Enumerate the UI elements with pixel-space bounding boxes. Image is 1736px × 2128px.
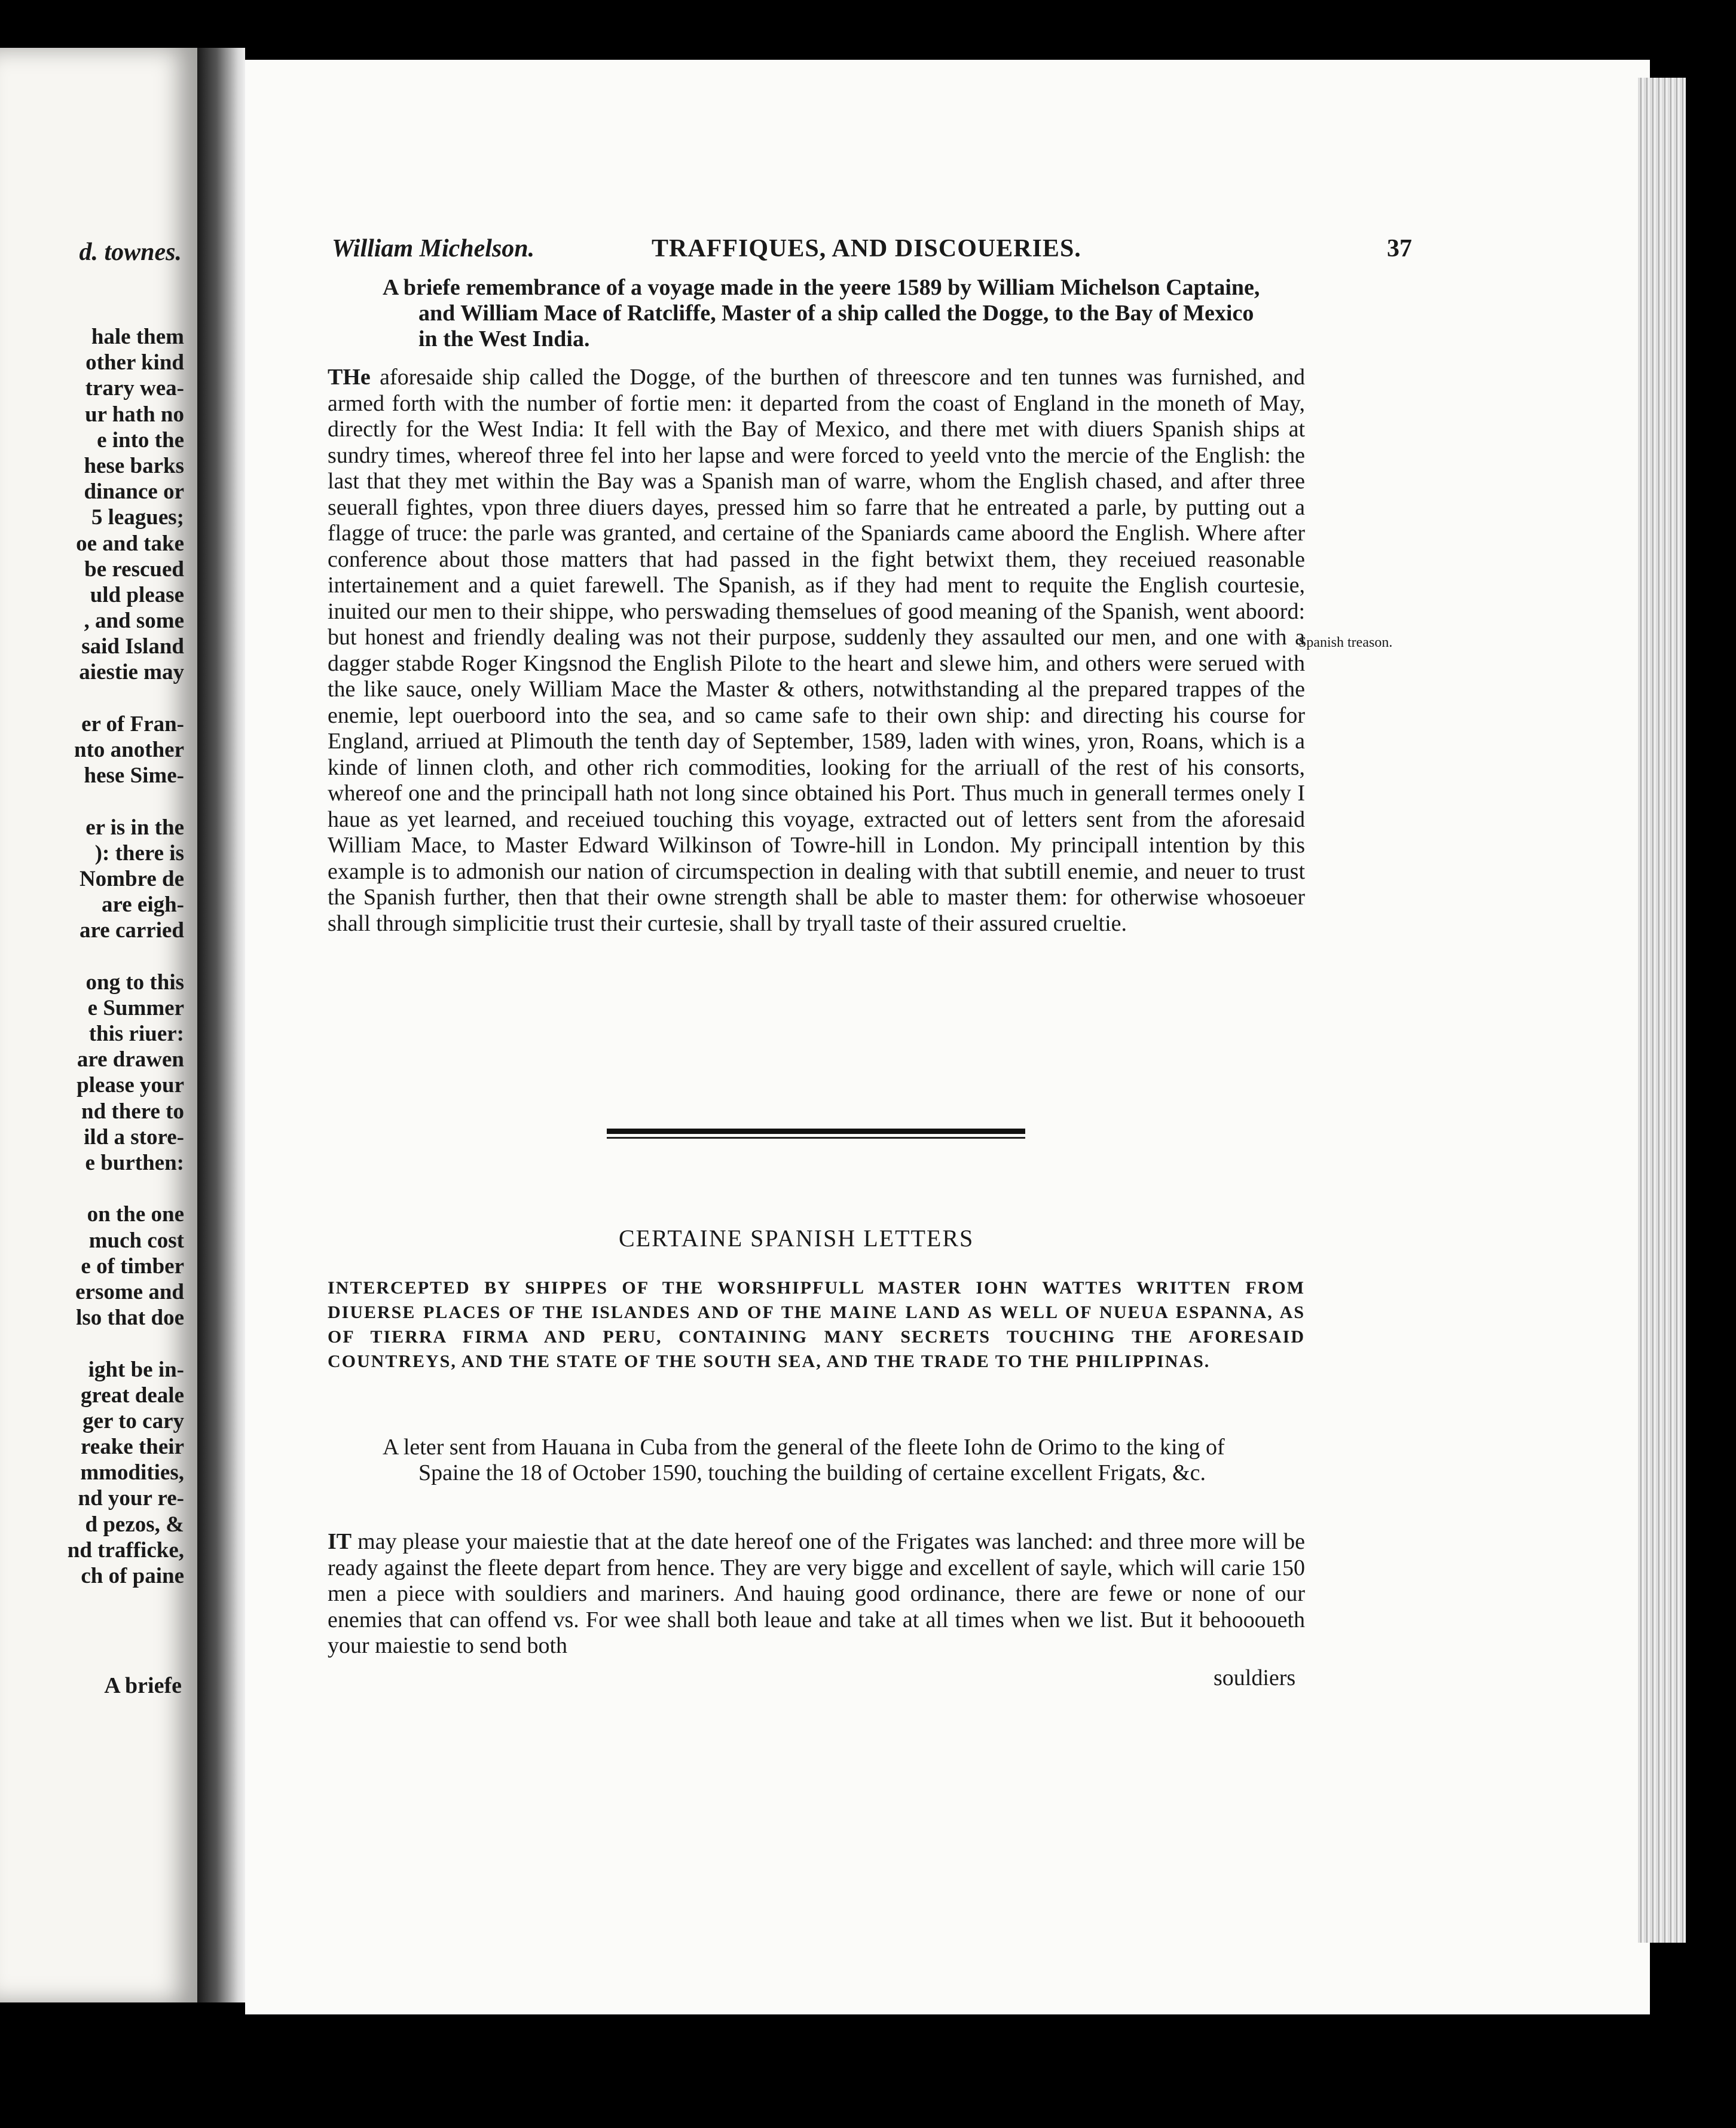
left-page-line: be rescued <box>84 557 184 582</box>
section-rule-thin <box>607 1137 1025 1139</box>
left-page-line: hese barks <box>84 453 184 478</box>
left-page-line: er is in the <box>85 815 184 840</box>
left-page-line: ong to this <box>85 970 184 995</box>
left-page-line: nd there to <box>81 1099 184 1124</box>
left-page-line: , and some <box>84 609 184 634</box>
left-page-line: Nombre de <box>79 866 184 891</box>
letters-subtitle: INTERCEPTED BY SHIPPES OF THE WORSHIPFULL MASTER IOHN WATTES WRITTEN FROM DIUERSE PLACES OF THE ISLANDES AND OF THE MAINE LAND AS WELL OF NUEUA ESPANNA, AS OF TIERRA FIRMA AND PERU, CONTAINING MANY SECRETS TOUCHING THE AFORESAID COUNTREYS, AND THE STATE OF THE SOUTH SEA, AND THE TRADE TO THE PHILIPPINAS. <box>328 1278 1305 1371</box>
left-page-line: ild a store- <box>84 1124 184 1149</box>
left-page-line: are eigh- <box>101 892 184 918</box>
letter-initial: IT <box>328 1529 352 1554</box>
left-page-catchword: A briefe <box>104 1673 182 1698</box>
section-rule <box>607 1129 1025 1134</box>
page-edges <box>1638 78 1686 1943</box>
left-page-line: d pezos, & <box>85 1512 184 1537</box>
voyage-text: aforesaide ship called the Dogge, of the burthen of threescore and ten tunnes was furnished, and armed forth with the number of fortie men: it departed from the coast of England in the moneth of May, directly for the West India: It fell with the Bay of Mexico, and there met with diuers Spanish ships at sundry times, whereof three fel into her lapse and were forced to yeeld vnto the mercie of the English: the last that they met within the Bay was a Spanish man of warre, whom the English chased, and after three seuerall fightes, vpon three diuers dayes, pressed him so farre that he entreated a parle, by putting out a flagge of truce: the parle was granted, and certaine of the Spaniards came aboord the English. Where after conference about those matters that had passed in the fight betwixt them, they receiued reasonable intertainement and a quiet farewell. The Spanish, as if they had ment to requite the English courtesie, inuited our men to their shippe, who perswading themselues of good meaning of the Spanish, went aboord: but honest and friendly dealing was not their purpose, suddenly they assaulted our men, and one with a dagger stabde Roger Kingsnod the English Pilote to the heart and slewe him, and others were serued with the like sauce, onely William Mace the Master & others, notwithstanding al the prepared trappes of the enemie, lept ouerboord into the sea, and so came safe to their own ship: and directing his course for England, arriued at Plimouth the tenth day of September, 1589, laden with wines, yron, Roans, which is a kinde of linnen cloth, and other rich commodities, looking for the arriuall of the rest of his consorts, whereof one and the principall hath not long since obtained his Port. Thus much in generall termes onely I haue as yet learned, and receiued touching this voyage, extracted out of letters sent from the aforesaid William Mace, to Master Edward Wilkinson of Towre-hill in London. My principall intention by this example is to admonish our nation of circumspection in dealing with that subtill enemie, and neuer to trust the Spanish further, then that their owne strength shall be able to master them: for otherwise whosoeuer shall through simplicitie trust their curtesie, shall by tryall taste of their assured crueltie. <box>328 365 1305 936</box>
left-page-line: oe and take <box>76 531 184 556</box>
left-page-line: e Summer <box>87 995 184 1020</box>
left-page-line: mmodities, <box>80 1460 184 1485</box>
left-page-text <box>68 324 184 1589</box>
page-number: 37 <box>1387 235 1412 262</box>
left-page-line: nd trafficke, <box>67 1537 184 1563</box>
letter-heading-text: A leter sent from Hauana in Cuba from the general of the fleete Iohn de Orimo to the king of Spaine the 18 of October 1590, touching the building of certaine excellent Frigats, &c. <box>383 1435 1225 1485</box>
left-page-line: er of Fran- <box>81 711 184 736</box>
letter-paragraph <box>328 1529 1305 1659</box>
left-page-line <box>68 686 184 711</box>
left-page-line: hale them <box>91 325 184 349</box>
left-page-line: nd your re- <box>78 1486 184 1511</box>
left-page-line: ight be in- <box>88 1357 184 1382</box>
running-head-title: TRAFFIQUES, AND DISCOUERIES. <box>652 235 1081 262</box>
left-page-line: dinance or <box>84 479 184 505</box>
letter-heading <box>383 1435 1255 1486</box>
left-page-line: said Island <box>81 634 184 659</box>
left-page-line: lso that doe <box>76 1305 184 1331</box>
left-page-line: great deale <box>81 1383 184 1408</box>
left-page-line: trary wea- <box>85 376 184 401</box>
letters-title: CERTAINE SPANISH LETTERS <box>619 1225 974 1252</box>
voyage-initial: THe <box>328 365 371 390</box>
margin-note: Spanish treason. <box>1298 635 1393 650</box>
left-page-header: d. townes. <box>79 239 182 266</box>
voyage-body <box>328 365 1305 937</box>
left-page-line: aiestie may <box>79 660 184 685</box>
voyage-heading <box>383 275 1267 352</box>
voyage-heading-text: A briefe remembrance of a voyage made in the yeere 1589 by William Michelson Captaine, and William Mace of Ratcliffe, Master of a ship called the Dogge, to the Bay of Mexico in the West India. <box>383 275 1260 351</box>
catchword: souldiers <box>1214 1665 1296 1690</box>
left-page-line: nto another <box>74 738 184 762</box>
voyage-paragraph <box>328 365 1305 937</box>
left-page-line: e of timber <box>81 1253 184 1279</box>
left-page-line <box>68 788 184 814</box>
left-page-line <box>68 1176 184 1201</box>
left-page-line: ersome and <box>75 1279 184 1304</box>
left-page-line: ger to cary <box>82 1408 184 1433</box>
left-page-line <box>68 944 184 970</box>
left-page-line: uld please <box>90 582 184 607</box>
left-page-line: e into the <box>97 427 184 452</box>
left-page-line: on the one <box>87 1202 184 1227</box>
letter-body <box>328 1529 1305 1659</box>
left-page-line: hese Sime- <box>84 763 184 788</box>
left-page-line <box>68 1331 184 1356</box>
running-head-left: William Michelson. <box>332 235 535 262</box>
left-page-line: much cost <box>88 1228 184 1253</box>
left-page <box>0 48 197 2002</box>
left-page-line: other kind <box>85 350 184 375</box>
left-page-line: are drawen <box>77 1047 184 1072</box>
left-page-line: please your <box>77 1073 184 1098</box>
left-page-line: e burthen: <box>85 1151 184 1175</box>
left-page-line: are carried <box>80 918 184 943</box>
left-page-line: this riuer: <box>88 1022 184 1047</box>
left-page-line: 5 leagues; <box>91 505 184 530</box>
left-page-line: ur hath no <box>85 402 184 427</box>
left-page-line: reake their <box>81 1435 184 1460</box>
letter-text: may please your maiestie that at the date hereof one of the Frigates was lanched: and three more will be ready against the fleete depart from hence. They are very bigge and excellent of sayle, which will carie 150 men a piece with souldiers and mariners. And hauing good ordinance, there are fewe or none of our enemies that can offend vs. For wee shall both leaue and take at all times when we list. But it behoooueth your maiestie to send both <box>328 1529 1305 1658</box>
right-page <box>245 60 1650 2014</box>
left-page-line: ch of paine <box>81 1564 184 1588</box>
left-page-line: ): there is <box>94 840 184 866</box>
book-gutter <box>197 48 245 2002</box>
